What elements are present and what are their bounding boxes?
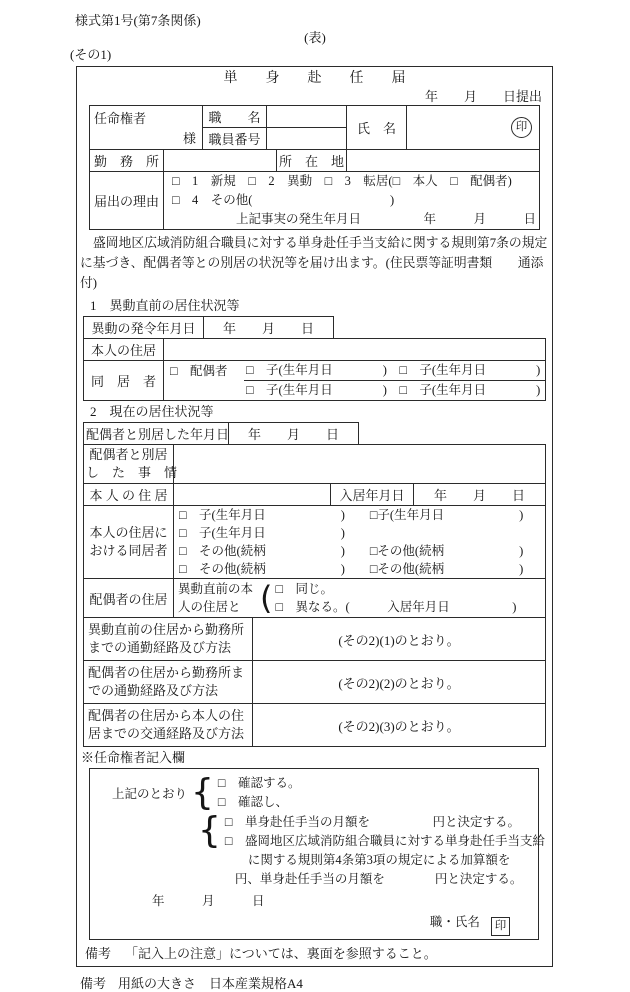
- decide-option-2-line2: に関する規則第4条第3項の規定による加算額を: [247, 853, 511, 867]
- confirm-option-1: □ 確認する。: [217, 776, 301, 790]
- appointer-cell: [90, 106, 203, 150]
- routes-table: [83, 617, 546, 747]
- location-value-cell: [347, 150, 540, 172]
- separation-date-label: 配偶者と別居した年月日: [84, 423, 229, 445]
- decide-brace-icon: {: [198, 810, 221, 851]
- separation-date-table: [83, 422, 359, 445]
- route-value: (その2)(3)のとおり。: [253, 704, 546, 747]
- job-title-label: 職 名: [203, 106, 267, 128]
- transfer-order-date-table: [83, 316, 334, 339]
- spouse-residence-cell: [174, 579, 546, 618]
- separation-date-value: 年 月 日: [229, 423, 359, 445]
- separation-reason-label-line2: し た 事 情: [86, 465, 178, 480]
- paper-size-note: [76, 973, 553, 992]
- submit-date-line: 年 月 日提出: [424, 89, 542, 104]
- paper-note-prefix: 備考: [80, 976, 107, 991]
- separation-reason-label-line1: 配偶者と別居: [89, 447, 168, 462]
- appointer-entry-heading: ※任命権者記入欄: [81, 750, 186, 765]
- own-residence-label: 本人の住居: [84, 339, 164, 361]
- spouse-residence-same-option: □ 同じ。: [275, 582, 334, 596]
- cohabitant-option-line-2: □ 子(生年月日 ): [179, 526, 345, 540]
- movein-date-value: 年 月 日: [414, 484, 546, 506]
- separation-reason-value-cell: [174, 445, 546, 484]
- movein-date-label: 入居年月日: [331, 484, 414, 506]
- entry-date-line: 年 月 日: [152, 894, 265, 908]
- reason-option-line-2: □ 4 その他( ): [172, 193, 395, 207]
- sign-label: 職・氏名: [429, 915, 480, 929]
- honorific-sama: 様: [182, 131, 196, 146]
- employee-number-label: 職員番号: [203, 128, 267, 150]
- decide-group: [194, 810, 545, 889]
- cohabitant-option-line-4: □ その他(続柄 ) □その他(続柄 ): [179, 562, 524, 576]
- workplace-label: 勤 務 所: [90, 150, 164, 172]
- route-label: 配偶者の住居から本人の住居までの交通経路及び方法: [84, 704, 253, 747]
- confirm-option-2: □ 確認し、: [217, 795, 288, 809]
- route-value: (その2)(1)のとおり。: [253, 618, 546, 661]
- route-value: (その2)(2)のとおり。: [253, 661, 546, 704]
- job-title-value-cell: [267, 106, 347, 128]
- route-row: [84, 704, 546, 747]
- seal-square-icon: 印: [491, 917, 510, 936]
- spouse-residence-different-option: □ 異なる。( 入居年月日 ): [275, 600, 517, 614]
- paper-note-text: 用紙の大きさ 日本産業規格A4: [118, 976, 303, 991]
- remarks-row: [77, 942, 552, 966]
- route-row: [84, 661, 546, 704]
- cohabitants-cell: [164, 361, 546, 401]
- report-reason-label: 届出の理由: [90, 172, 164, 230]
- location-label: 所 在 地: [277, 150, 347, 172]
- cohabitant-option-line-3: □ その他(続柄 ) □その他(続柄 ): [179, 544, 524, 558]
- declaration-paragraph: 盛岡地区広域消防組合職員に対する単身赴任手当支給に関する規則第7条の規定に基づき、配偶者等との別居の状況等を届け出ます。(住民票等証明書類 通添付): [80, 236, 548, 290]
- transfer-order-date-label: 異動の発令年月日: [84, 317, 204, 339]
- form-title: 単 身 赴 任 届: [223, 71, 406, 86]
- seal-circle-icon: 印: [511, 117, 532, 138]
- current-residence-table: [83, 444, 546, 618]
- confirm-group: [112, 774, 538, 812]
- spouse-residence-sublabel: [178, 580, 260, 616]
- decide-option-1: □ 単身赴任手当の月額を 円と決定する。: [224, 815, 520, 829]
- cohabitant-option-line-1: □ 子(生年月日 ) □子(生年月日 ): [179, 508, 524, 522]
- spouse-residence-sublabel-line1: 異動直前の本: [178, 582, 254, 596]
- confirm-brace-icon: {: [191, 772, 214, 813]
- workplace-value-cell: [164, 150, 277, 172]
- name-label: 氏 名: [347, 106, 407, 150]
- cohabitants-label: 同 居 者: [84, 361, 164, 401]
- residence-cohabitants-label-line1: 本人の住居に: [89, 525, 168, 540]
- face-label: (表): [304, 30, 326, 45]
- header-table: [89, 105, 540, 150]
- decide-option-2-line1: □ 盛岡地区広域消防組合職員に対する単身赴任手当支給: [224, 834, 545, 848]
- decide-option-2-line3: 円、単身赴任手当の月額を 円と決定する。: [234, 872, 523, 886]
- spouse-residence-label: 配偶者の住居: [84, 579, 174, 618]
- cohabitant-children-line-2: □ 子(生年月日 ) □ 子(生年月日 ): [246, 383, 541, 397]
- own-residence-value-cell: [164, 339, 546, 361]
- form-number: 様式第1号(第7条関係): [75, 13, 201, 28]
- brace-paren-icon: (: [260, 579, 273, 617]
- current-own-residence-label: 本 人 の 住 居: [84, 484, 174, 506]
- reason-option-line-1: □ 1 新規 □ 2 異動 □ 3 転居(□ 本人 □ 配偶者): [172, 174, 512, 188]
- fact-occurrence-date-line: 上記事実の発生年月日 年 月 日: [236, 212, 537, 226]
- cohabitant-spouse-option: □ 配偶者: [170, 364, 228, 378]
- employee-number-value-cell: [267, 128, 347, 150]
- previous-residence-table: [83, 338, 546, 401]
- appointer-entry-box: [89, 768, 545, 940]
- transfer-order-date-value: 年 月 日: [204, 317, 334, 339]
- workplace-reason-table: [89, 149, 540, 230]
- current-own-residence-value-cell: [174, 484, 331, 506]
- cohabitant-children-line-1: □ 子(生年月日 ) □ 子(生年月日 ): [244, 361, 545, 381]
- form-content: [76, 66, 553, 992]
- confirm-prefix: 上記のとおり: [112, 787, 188, 801]
- remarks-text: 「記入上の注意」については、裏面を参照すること。: [125, 946, 437, 961]
- section2-heading: 2 現在の居住状況等: [90, 404, 214, 419]
- section1-heading: 1 異動直前の居住状況等: [90, 298, 240, 313]
- report-reason-cell: [164, 172, 540, 230]
- route-row: [84, 618, 546, 661]
- route-label: 配偶者の住居から勤務所までの通勤経路及び方法: [84, 661, 253, 704]
- remarks-prefix: 備考: [85, 946, 112, 961]
- residence-cohabitants-cell: [174, 506, 546, 579]
- part-label: (その1): [70, 47, 112, 62]
- residence-cohabitants-label: [84, 506, 174, 579]
- spouse-residence-sublabel-line2: 人の住居と: [178, 600, 241, 614]
- separation-reason-label: [84, 445, 178, 484]
- appointer-label: 任命権者: [94, 111, 147, 126]
- sign-line: [90, 911, 538, 936]
- name-value-cell: [407, 106, 540, 150]
- residence-cohabitants-label-line2: おける同居者: [89, 543, 168, 558]
- route-label: 異動直前の住居から勤務所までの通勤経路及び方法: [84, 618, 253, 661]
- form-outer-box: [76, 66, 553, 967]
